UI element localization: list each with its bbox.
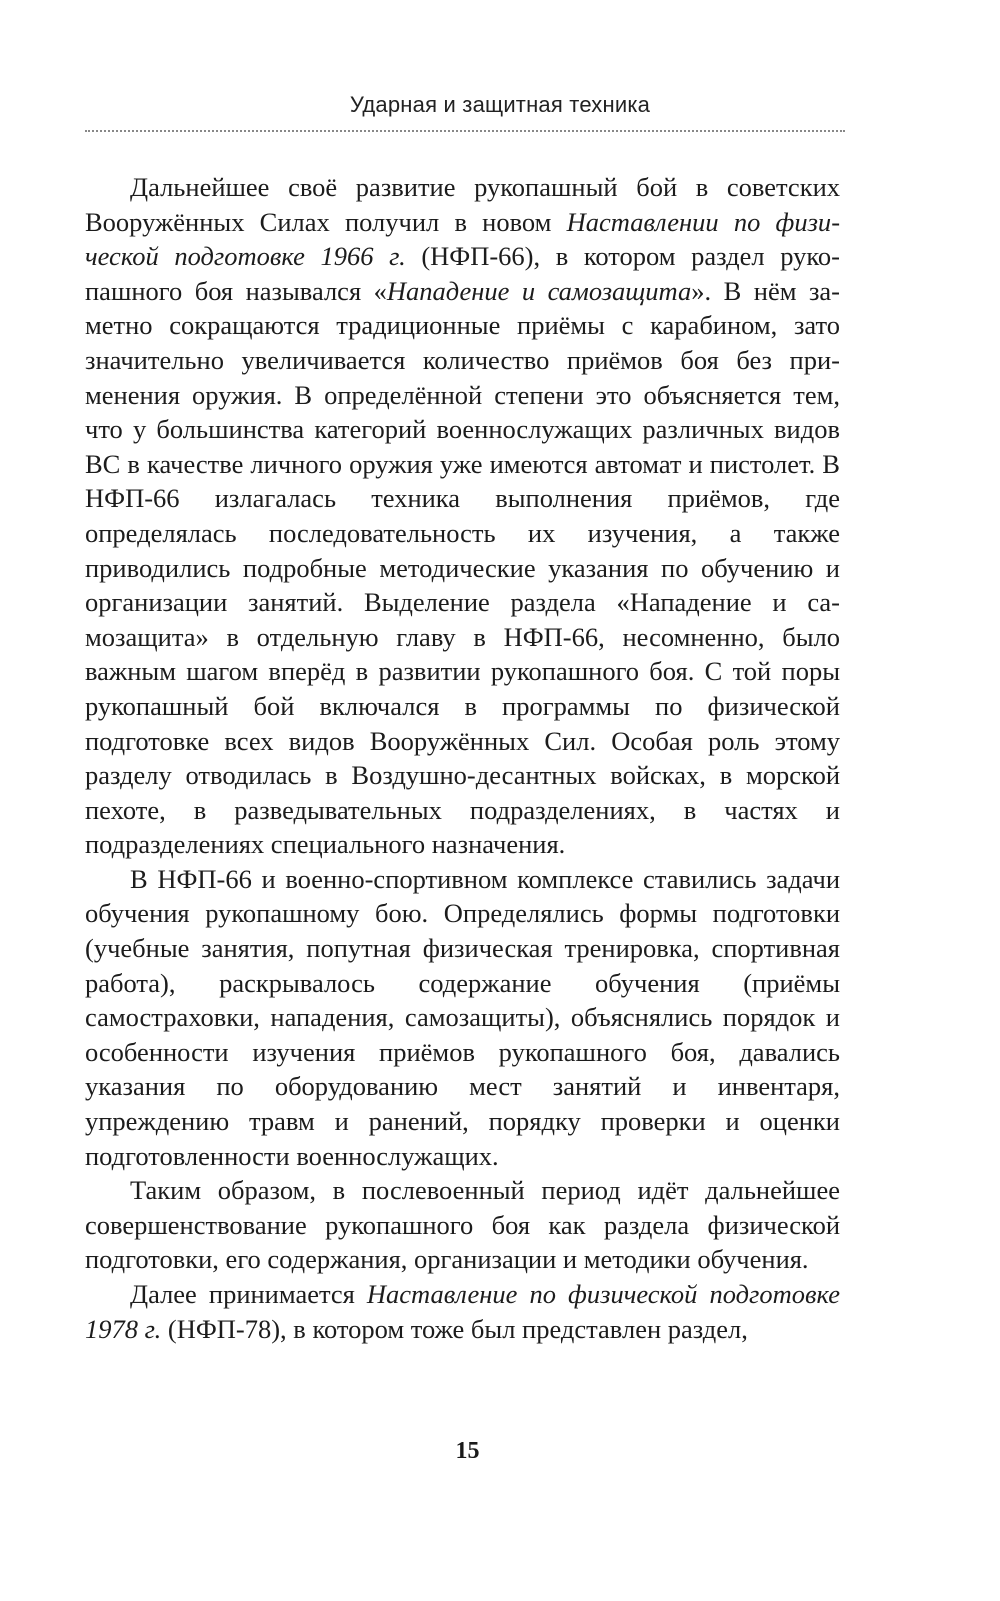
text-run: В НФП-66 и военно-спортивном комплексе ставились задачи обучения рукопашному бою. Определялись формы подготовки (учебные занятия, попутная физическая тренировка, спортивная работа), раскрывалось содержание обучения (приёмы самостраховки, нападения, самозащиты), объяснялись порядок и особенности изучения приёмов рукопашного боя, давались указания по оборудованию мест занятий и инвентаря, упреждению травм и ранений, порядку проверки и оценки подготовленности военнослужащих.: [85, 863, 840, 1171]
paragraph: [85, 862, 840, 1173]
text-run: Дальнейшее своё развитие рукопашный бой в советских Вооружённых Силах получил в новом: [85, 172, 840, 237]
page-number: 15: [455, 1438, 480, 1464]
text-run: Таким образом, в послевоенный период идёт дальнейшее совершенствование рукопашного боя как раздела физической подготовки, его содержания, организации и методики обучения.: [85, 1175, 840, 1275]
italic-title: Наставление по физической подготовке 1978 г.: [85, 1279, 841, 1344]
body-text: [85, 170, 840, 1346]
running-head: Ударная и защитная техника: [349, 92, 651, 117]
italic-title: Нападение и самозащита: [386, 275, 692, 306]
text-run: ». В нём заметно сокращаются традиционные приёмы с карабином, зато значительно увеличивается количество приёмов боя без применения оружия. В определённой степени это объясняется тем, что у большинства категорий военнослужащих различных видов ВС в качестве личного оружия уже имеются автомат и пистолет. В НФП-66 излагалась техника выполнения приёмов, где определялась последовательность их изучения, а также приводились подробные методические указания по обучению и организации занятий. Выделение раздела «Нападение и самозащита» в отдельную главу в НФП-66, несомненно, было важным шагом вперёд в развитии рукопашного боя. С той поры рукопашный бой включался в программы по физической подготовке всех видов Вооружённых Сил. Особая роль этому разделу отводилась в Воздушно-десантных войсках, в морской пехоте, в разведывательных подразделениях, в частях и подразделениях специального назначения.: [85, 275, 840, 860]
text-run: Далее принимается: [130, 1279, 367, 1309]
paragraph: [85, 170, 840, 862]
paragraph: [85, 1173, 840, 1277]
text-run: (НФП-78), в котором тоже был представлен раздел,: [161, 1313, 748, 1344]
paragraph: [85, 1277, 840, 1346]
italic-title: Наставлении по физической подготовке 1966 г.: [85, 206, 841, 272]
text-run: (НФП-66), в котором раздел рукопашного боя назывался «: [85, 241, 840, 306]
header-rule: [85, 130, 845, 132]
